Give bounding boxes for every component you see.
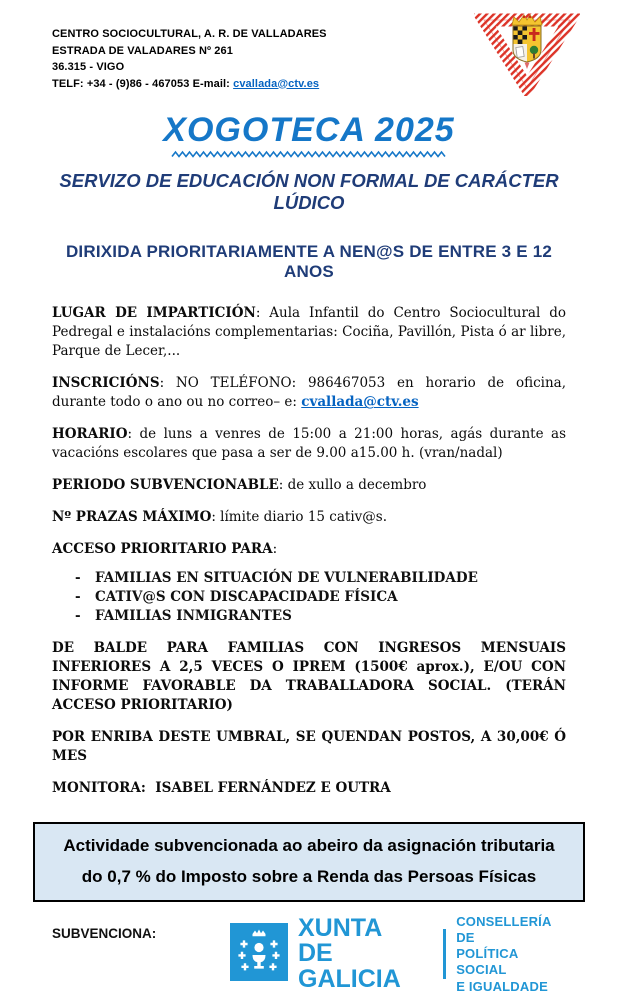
subsidy-notice-box: Actividade subvencionada ao abeiro da asignación tributaria do 0,7 % do Imposto sobre a Renda das Persoas Físicas bbox=[33, 822, 585, 901]
conselleria-line2: POLÍTICA SOCIAL bbox=[456, 946, 518, 978]
header-email-link[interactable]: cvallada@ctv.es bbox=[233, 77, 320, 90]
contact-prefix: TELF: +34 - (9)86 - 467053 E-mail: bbox=[52, 77, 234, 90]
conselleria-text bbox=[456, 914, 566, 995]
org-address: ESTRADA DE VALADARES Nº 261 bbox=[52, 44, 233, 57]
subtitle: SERVIZO DE EDUCACIÓN NON FORMAL DE CARÁCTER LÚDICO bbox=[59, 170, 559, 214]
audience-heading: DIRIXIDA PRIORITARIAMENTE A NEN@S DE ENTRE 3 E 12 ANOS bbox=[65, 242, 553, 282]
list-item: - FAMILIAS EN SITUACIÓN DE VULNERABILIDADE bbox=[52, 569, 566, 588]
title-wavy-underline bbox=[171, 150, 447, 158]
conselleria-line3: E IGUALDADE bbox=[456, 978, 548, 994]
paragraph-inscricions bbox=[52, 374, 566, 412]
xunta-wordmark bbox=[298, 913, 433, 993]
list-item: - FAMILIAS INMIGRANTES bbox=[52, 607, 566, 626]
org-name: CENTRO SOCIOCULTURAL, A. R. DE VALLADARES bbox=[52, 28, 327, 40]
xunta-de-galicia-logo bbox=[230, 914, 566, 995]
monitora-text: ISABEL FERNÁNDEZ E OUTRA bbox=[155, 780, 391, 797]
prazas-text: : límite diario 15 cativ@s. bbox=[211, 509, 387, 526]
document-body bbox=[52, 112, 566, 994]
prazas-label: Nº PRAZAS MÁXIMO bbox=[52, 509, 212, 526]
periodo-label: PERIODO SUBVENCIONABLE bbox=[52, 477, 279, 494]
org-contact bbox=[52, 76, 327, 93]
org-city: 36.315 - VIGO bbox=[52, 61, 125, 73]
conselleria-line1: CONSELLERÍA DE bbox=[456, 913, 552, 945]
paragraph-de-balde: DE BALDE PARA FAMILIAS CON INGRESOS MENSUAIS INFERIORES A 2,5 VECES O IPREM (1500€ aprox.), E/OU CON INFORME FAVORABLE DA TRABALLADORA SOCIAL. (TERÁN ACCESO PRIORITARIO) bbox=[52, 640, 566, 714]
paragraph-acceso bbox=[52, 540, 566, 559]
inscricions-label: INSCRICIÓNS bbox=[52, 375, 160, 392]
logo-divider bbox=[443, 929, 446, 979]
xunta-word-line2: DE GALICIA bbox=[298, 939, 401, 993]
acceso-text: : bbox=[272, 541, 278, 558]
paragraph-monitora bbox=[52, 779, 566, 798]
xunta-word-line1: XUNTA bbox=[298, 913, 383, 942]
page-title: XOGOTECA 2025 bbox=[163, 111, 455, 149]
footer bbox=[52, 914, 566, 994]
subvenciona-label: SUBVENCIONA: bbox=[52, 925, 157, 941]
paragraph-por-enriba: POR ENRIBA DESTE UMBRAL, SE QUENDAN POSTOS, A 30,00€ Ó MES bbox=[52, 729, 566, 765]
horario-label: HORARIO bbox=[52, 426, 128, 443]
paragraph-periodo bbox=[52, 476, 566, 495]
lugar-text: : Aula Infantil do Centro Sociocultural do Pedregal e instalacións complementarias: Cociña, Pavillón, Pista ó ar libre, Parque de Lecer,... bbox=[52, 305, 566, 360]
periodo-text: : de xullo a decembro bbox=[278, 477, 427, 494]
paragraph-prazas bbox=[52, 508, 566, 527]
xunta-emblem-icon bbox=[230, 923, 288, 986]
acceso-label: ACCESO PRIORITARIO PARA bbox=[52, 541, 273, 558]
paragraph-horario bbox=[52, 425, 566, 463]
lugar-label: LUGAR DE IMPARTICIÓN bbox=[52, 305, 256, 322]
monitora-label: MONITORA: bbox=[52, 780, 146, 797]
paragraph-lugar bbox=[52, 304, 566, 361]
letterhead bbox=[52, 26, 327, 92]
inscricions-email-link[interactable]: cvallada@ctv.es bbox=[301, 394, 419, 411]
list-item: - CATIV@S CON DISCAPACIDADE FÍSICA bbox=[52, 588, 566, 607]
valladares-emblem-icon bbox=[474, 4, 580, 101]
priority-list bbox=[52, 569, 566, 626]
horario-text: : de luns a venres de 15:00 a 21:00 horas, agás durante as vacacións escolares que pasa a ser de 9.00 a15.00 h. (vran/nadal) bbox=[52, 426, 566, 462]
inscricions-text: : NO TELÉFONO: 986467053 en horario de oficina, durante todo o ano ou no correo– e: bbox=[52, 375, 566, 411]
